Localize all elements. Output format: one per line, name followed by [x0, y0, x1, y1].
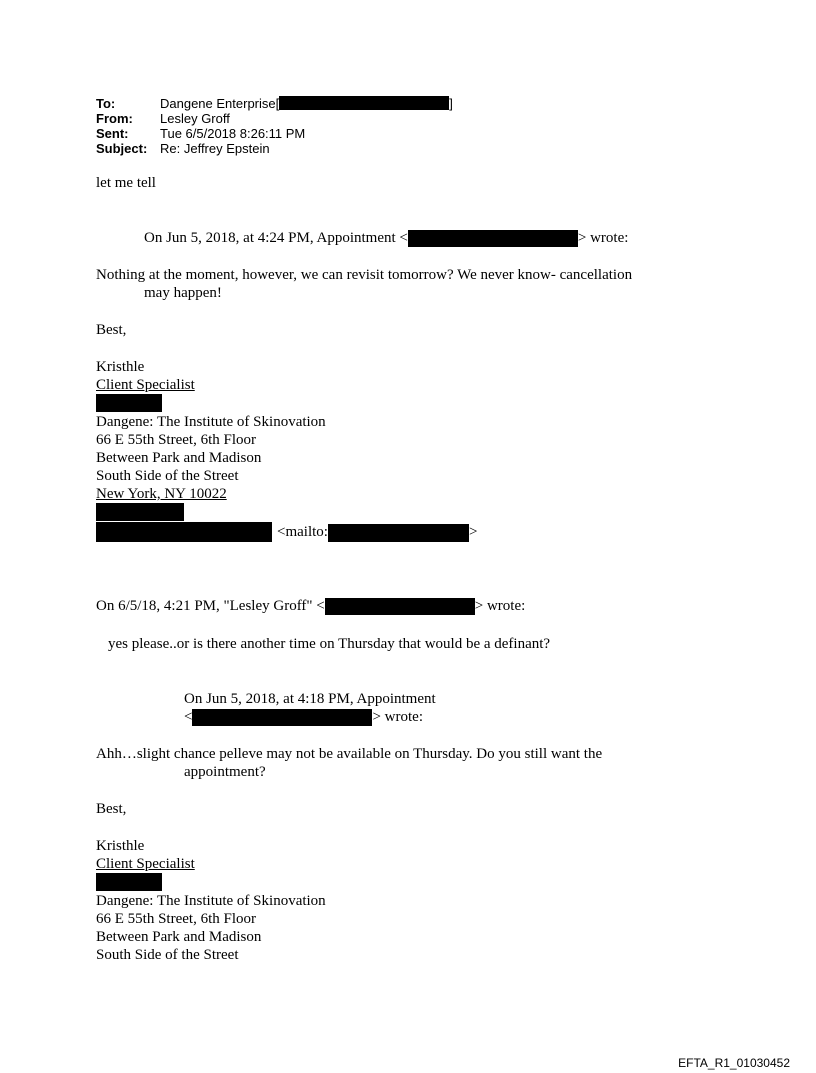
redaction-block	[192, 709, 372, 726]
quote2-header	[96, 597, 525, 615]
quote2-header-post: > wrote:	[474, 598, 526, 614]
sig1-address1: 66 E 55th Street, 6th Floor	[96, 432, 256, 448]
mailto-post: >	[468, 524, 478, 540]
msg1-line1: Nothing at the moment, however, we can revisit tomorrow? We never know- cancellation	[96, 267, 633, 283]
sig1-company: Dangene: The Institute of Skinovation	[96, 414, 326, 430]
to-label: To:	[96, 96, 116, 111]
best1-text: Best,	[96, 322, 127, 338]
from-label: From:	[96, 111, 133, 126]
sig2-address3: South Side of the Street	[96, 947, 239, 963]
header-subject-row	[96, 141, 453, 156]
sig2-title: Client Specialist	[96, 856, 195, 872]
header-sent-row	[96, 126, 453, 141]
sent-label: Sent:	[96, 126, 129, 141]
mailto-pre: <mailto:	[277, 524, 328, 540]
sig1-address4: New York, NY 10022	[96, 486, 227, 502]
redaction-block	[96, 394, 162, 412]
email-header	[96, 96, 453, 156]
quote1-header-pre: On Jun 5, 2018, at 4:24 PM, Appointment <	[144, 230, 408, 246]
from-value: Lesley Groff	[160, 111, 230, 126]
sig1-title: Client Specialist	[96, 377, 195, 393]
to-value: Dangene Enterprise[	[160, 96, 280, 111]
quote3-header-post: > wrote:	[372, 709, 423, 725]
redaction-block	[328, 524, 469, 542]
sent-value: Tue 6/5/2018 8:26:11 PM	[160, 126, 306, 141]
sig2-address2: Between Park and Madison	[96, 929, 262, 945]
sig1-address3: South Side of the Street	[96, 468, 239, 484]
quote2-header-pre: On 6/5/18, 4:21 PM, "Lesley Groff" <	[96, 598, 325, 614]
redaction-block	[96, 873, 162, 891]
header-to-row	[96, 96, 453, 111]
redaction-block	[279, 96, 449, 110]
sig2-company: Dangene: The Institute of Skinovation	[96, 893, 326, 909]
msg3-line1: Ahh…slight chance pelleve may not be available on Thursday. Do you still want the	[96, 746, 603, 762]
quote3-header-line1: On Jun 5, 2018, at 4:18 PM, Appointment	[184, 691, 436, 707]
document-id: EFTA_R1_01030452	[678, 1056, 790, 1070]
msg1-line2: may happen!	[144, 285, 222, 301]
msg2-text: yes please..or is there another time on Thursday that would be a definant?	[108, 636, 551, 652]
redaction-block	[325, 598, 475, 615]
quote3-header-pre: <	[184, 709, 193, 725]
subject-label: Subject:	[96, 141, 148, 156]
subject-value: Re: Jeffrey Epstein	[160, 141, 270, 156]
sig1-name: Kristhle	[96, 359, 145, 375]
quote3-header-line2	[184, 708, 423, 726]
header-from-row	[96, 111, 453, 126]
sig2-address1: 66 E 55th Street, 6th Floor	[96, 911, 256, 927]
quote1-header-post: > wrote:	[577, 230, 629, 246]
redaction-block	[408, 230, 578, 247]
to-close-bracket: ]	[449, 96, 453, 111]
sig1-mailto	[277, 523, 477, 542]
reply-text: let me tell	[96, 175, 156, 191]
sig2-name: Kristhle	[96, 838, 145, 854]
redaction-block	[96, 522, 272, 542]
redaction-block	[96, 503, 184, 521]
sig1-address2: Between Park and Madison	[96, 450, 262, 466]
best2-text: Best,	[96, 801, 127, 817]
msg3-line2: appointment?	[184, 764, 266, 780]
quote1-header	[144, 229, 628, 247]
